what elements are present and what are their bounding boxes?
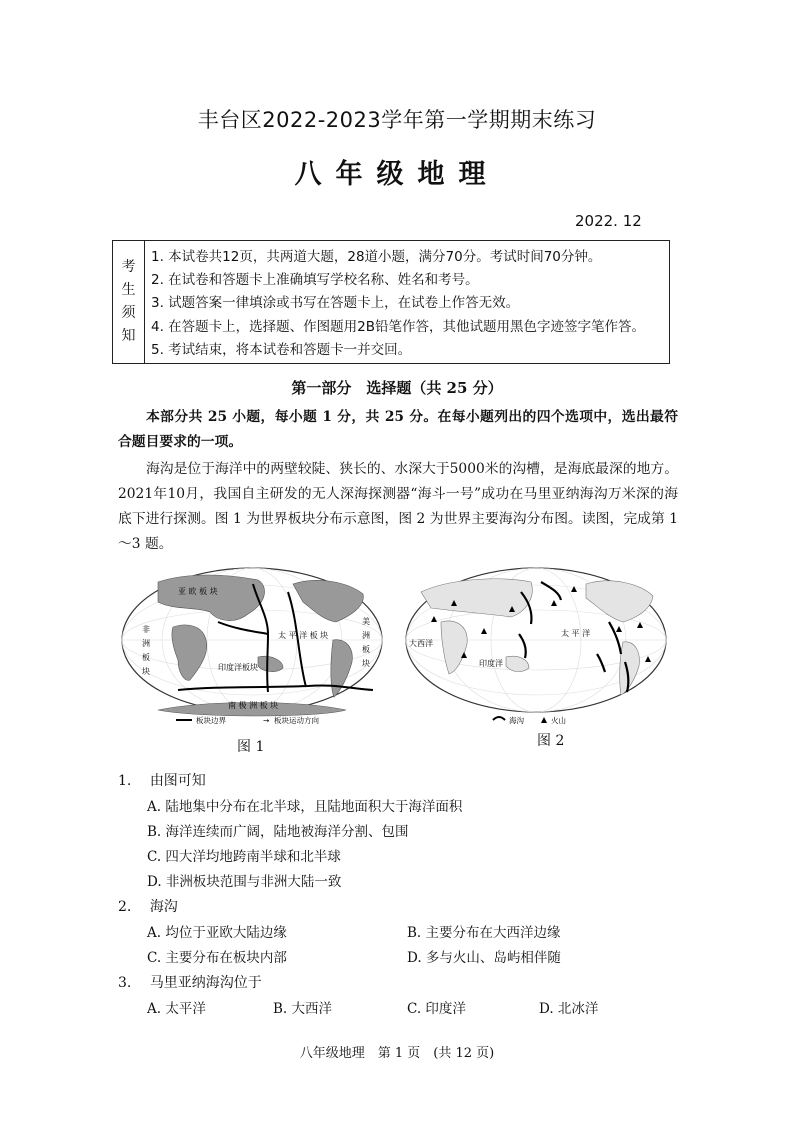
trench-map-svg bbox=[401, 562, 671, 732]
legend-volcano-icon bbox=[541, 717, 547, 723]
subject-title: 八年级地理 bbox=[294, 159, 500, 190]
legend-plate-motion: 板块运动方向 bbox=[274, 716, 319, 725]
question-stem: 由图可知 bbox=[149, 773, 206, 789]
section-instruction: 本部分共 25 小题，每小题 1 分，共 25 分。在每小题列出的四个选项中，选出最符合题目要求的一项。 bbox=[118, 409, 678, 450]
q2-option-d: D. 多与火山、岛屿相伴随 bbox=[407, 950, 561, 966]
plate-map-svg bbox=[118, 562, 386, 732]
question-1 bbox=[118, 770, 206, 790]
svg-text:洲: 洲 bbox=[362, 631, 370, 640]
figure-1-plate-map bbox=[118, 562, 386, 732]
notice-box bbox=[112, 240, 670, 364]
notice-label-char: 知 bbox=[121, 328, 136, 344]
question-3 bbox=[118, 972, 262, 992]
intro-paragraph: 海沟是位于海洋中的两壁较陡、狭长的、水深大于5000米的沟槽，是海底最深的地方。2021年10月，我国自主研发的无人深海探测器“海斗一号”成功在马里亚纳海沟万米深的海底下进行探测。图 1 为世界板块分布示意图，图 2 为世界主要海沟分布图。读图，完成第 1～3 题。 bbox=[118, 461, 678, 552]
legend-trench-icon bbox=[493, 717, 505, 720]
notice-label bbox=[113, 241, 145, 363]
label-atlantic-ocean: 大西洋 bbox=[409, 639, 433, 648]
question-number: 2. bbox=[118, 899, 132, 915]
exam-date: 2022. 12 bbox=[575, 212, 642, 230]
q1-option-b: B. 海洋连续而广阔，陆地被海洋分割、包围 bbox=[147, 824, 409, 840]
q1-option-d: D. 非洲板块范围与非洲大陆一致 bbox=[147, 874, 342, 890]
legend-volcano: 火山 bbox=[551, 716, 566, 725]
label-antarctic-plate: 南 极 洲 板 块 bbox=[228, 701, 279, 710]
svg-text:洲: 洲 bbox=[142, 639, 150, 648]
q2-option-b: B. 主要分布在大西洋边缘 bbox=[407, 925, 561, 941]
notice-label-char: 须 bbox=[121, 305, 136, 321]
notice-label-char: 生 bbox=[121, 282, 136, 298]
question-stem: 海沟 bbox=[149, 899, 178, 915]
notice-item: 3. 试题答案一律填涂或书写在答题卡上，在试卷上作答无效。 bbox=[151, 295, 520, 312]
svg-text:非: 非 bbox=[142, 625, 150, 634]
svg-text:板: 板 bbox=[362, 645, 370, 654]
notice-item: 4. 在答题卡上，选择题、作图题用2B铅笔作答，其他试题用黑色字迹签字笔作答。 bbox=[151, 318, 646, 335]
notice-item: 1. 本试卷共12页，共两道大题，28道小题，满分70分。考试时间70分钟。 bbox=[151, 249, 602, 265]
q2-option-a: A. 均位于亚欧大陆边缘 bbox=[147, 925, 287, 941]
legend-trench: 海沟 bbox=[509, 716, 524, 725]
question-stem: 马里亚纳海沟位于 bbox=[149, 975, 262, 991]
label-eurasian-plate: 亚 欧 板 块 bbox=[178, 587, 218, 596]
label-pacific-plate: 太 平 洋 板 块 bbox=[278, 631, 329, 640]
figure-2-caption: 图 2 bbox=[537, 733, 565, 749]
q3-option-b: B. 大西洋 bbox=[273, 1001, 333, 1017]
q3-option-a: A. 太平洋 bbox=[147, 1001, 206, 1017]
q3-option-d: D. 北冰洋 bbox=[539, 1001, 599, 1017]
question-2 bbox=[118, 896, 178, 916]
svg-text:美: 美 bbox=[362, 617, 370, 626]
svg-text:板: 板 bbox=[142, 653, 150, 662]
q3-option-c: C. 印度洋 bbox=[407, 1001, 466, 1017]
page-footer: 八年级地理 第 1 页 (共 12 页) bbox=[299, 1046, 495, 1061]
label-indian-ocean: 印度洋 bbox=[479, 659, 503, 668]
exam-title: 丰台区2022-2023学年第一学期期末练习 bbox=[197, 108, 597, 132]
figure-2-trench-map bbox=[401, 562, 671, 732]
notice-list bbox=[151, 246, 645, 362]
label-indian-plate: 印度洋板块 bbox=[218, 663, 258, 672]
notice-item: 5. 考试结束，将本试卷和答题卡一并交回。 bbox=[151, 341, 412, 358]
figure-1-caption: 图 1 bbox=[237, 739, 265, 755]
legend-arrow-icon: → bbox=[263, 716, 270, 725]
question-number: 3. bbox=[118, 975, 132, 991]
label-pacific-ocean: 太 平 洋 bbox=[561, 629, 591, 638]
question-number: 1. bbox=[118, 773, 132, 789]
svg-text:块: 块 bbox=[362, 659, 370, 668]
q2-option-c: C. 主要分布在板块内部 bbox=[147, 950, 287, 966]
section-title: 第一部分 选择题（共 25 分） bbox=[291, 379, 503, 397]
q1-option-c: C. 四大洋均地跨南半球和北半球 bbox=[147, 849, 341, 865]
svg-text:块: 块 bbox=[142, 667, 150, 676]
notice-item: 2. 在试卷和答题卡上准确填写学校名称、姓名和考号。 bbox=[151, 272, 479, 289]
notice-label-char: 考 bbox=[121, 259, 136, 275]
legend-plate-boundary: 板块边界 bbox=[196, 716, 226, 725]
q1-option-a: A. 陆地集中分布在北半球，且陆地面积大于海洋面积 bbox=[147, 799, 463, 815]
